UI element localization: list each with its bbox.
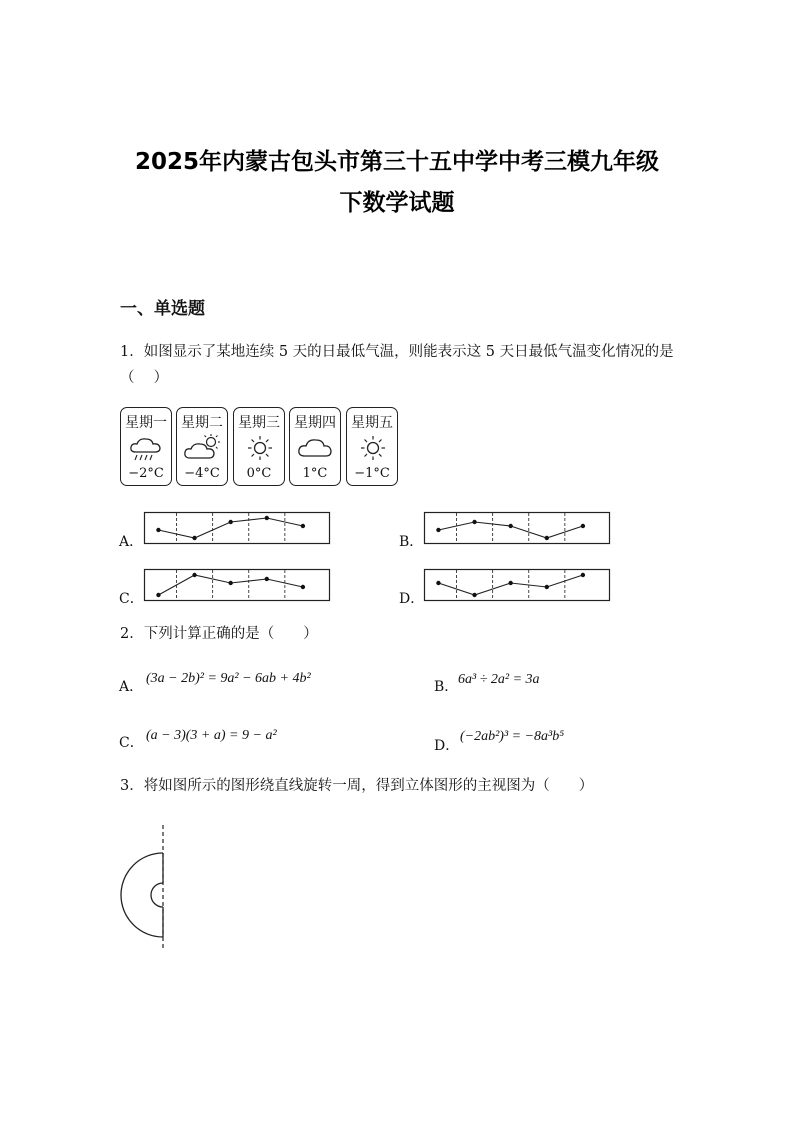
page-title-line1: 2025年内蒙古包头市第三十五中学中考三模九年级 — [134, 149, 659, 175]
chart-point — [301, 524, 305, 528]
weather-day-label: 星期四 — [294, 415, 336, 431]
q1-option-c-label[interactable]: C． — [119, 591, 144, 607]
q1-option-d-chart[interactable] — [424, 569, 610, 601]
q3-rotation-figure — [116, 822, 176, 952]
chart-point — [228, 581, 232, 585]
chart-point — [301, 585, 305, 589]
chart-point — [508, 524, 512, 528]
chart-frame — [145, 570, 330, 601]
section-heading: 一、单选题 — [120, 299, 205, 319]
weather-card-fri — [346, 407, 398, 486]
chart-point — [156, 528, 160, 532]
weather-card-mon — [120, 407, 172, 486]
page-title-line2: 下数学试题 — [339, 190, 455, 216]
chart-point — [581, 524, 585, 528]
weather-day-label: 星期二 — [181, 415, 223, 431]
chart-point — [192, 573, 196, 577]
chart-point — [156, 593, 160, 597]
q1-option-b-label[interactable]: B． — [399, 534, 424, 550]
chart-point — [545, 536, 549, 540]
chart-point — [472, 520, 476, 524]
q2-option-b-expr[interactable]: 6a³ ÷ 2a² = 3a — [458, 672, 540, 687]
weather-temp: 0°C — [246, 466, 272, 481]
q1-option-a-chart[interactable] — [144, 512, 330, 544]
question-3-text: 3．将如图所示的图形绕直线旋转一周，得到立体图形的主视图为（ ） — [120, 778, 594, 794]
weather-temp: −1°C — [354, 466, 390, 481]
weather-card-tue — [176, 407, 228, 486]
weather-temp: −2°C — [128, 466, 164, 481]
chart-point — [228, 520, 232, 524]
weather-temp: −4°C — [184, 466, 220, 481]
chart-point — [265, 577, 269, 581]
chart-point — [581, 573, 585, 577]
q2-option-c-label[interactable]: C． — [119, 735, 144, 751]
q2-option-d-expr[interactable]: (−2ab²)³ = −8a³b⁵ — [460, 729, 565, 744]
question-2-text: 2．下列计算正确的是（ ） — [120, 626, 318, 642]
chart-point — [436, 528, 440, 532]
weather-card-thu — [289, 407, 341, 486]
question-1-text: 1．如图显示了某地连续 5 天的日最低气温，则能表示这 5 天日最低气温变化情况的是（ ） — [120, 344, 674, 386]
q2-option-a-expr[interactable]: (3a − 2b)² = 9a² − 6ab + 4b² — [146, 671, 311, 686]
cloud-rain-icon — [127, 433, 167, 463]
weather-day-label: 星期三 — [238, 415, 280, 431]
q2-option-a-label[interactable]: A． — [119, 679, 144, 695]
weather-temp: 1°C — [302, 466, 328, 481]
cloud-sun-icon — [183, 433, 223, 463]
chart-frame — [145, 513, 330, 544]
weather-card-wed — [233, 407, 285, 486]
weather-day-label: 星期五 — [351, 415, 393, 431]
q2-option-d-label[interactable]: D． — [434, 738, 460, 754]
q2-option-b-label[interactable]: B． — [434, 679, 459, 695]
sun-icon — [353, 433, 393, 463]
chart-point — [545, 585, 549, 589]
q1-option-d-label[interactable]: D． — [399, 591, 425, 607]
q1-option-b-chart[interactable] — [424, 512, 610, 544]
chart-point — [472, 593, 476, 597]
q1-option-a-label[interactable]: A． — [119, 534, 144, 550]
q1-option-c-chart[interactable] — [144, 569, 330, 601]
chart-point — [436, 581, 440, 585]
weather-day-label: 星期一 — [125, 415, 167, 431]
chart-point — [265, 516, 269, 520]
cloud-icon — [296, 433, 336, 463]
chart-point — [508, 581, 512, 585]
sun-icon — [240, 433, 280, 463]
chart-point — [192, 536, 196, 540]
q2-option-c-expr[interactable]: (a − 3)(3 + a) = 9 − a² — [146, 728, 277, 743]
